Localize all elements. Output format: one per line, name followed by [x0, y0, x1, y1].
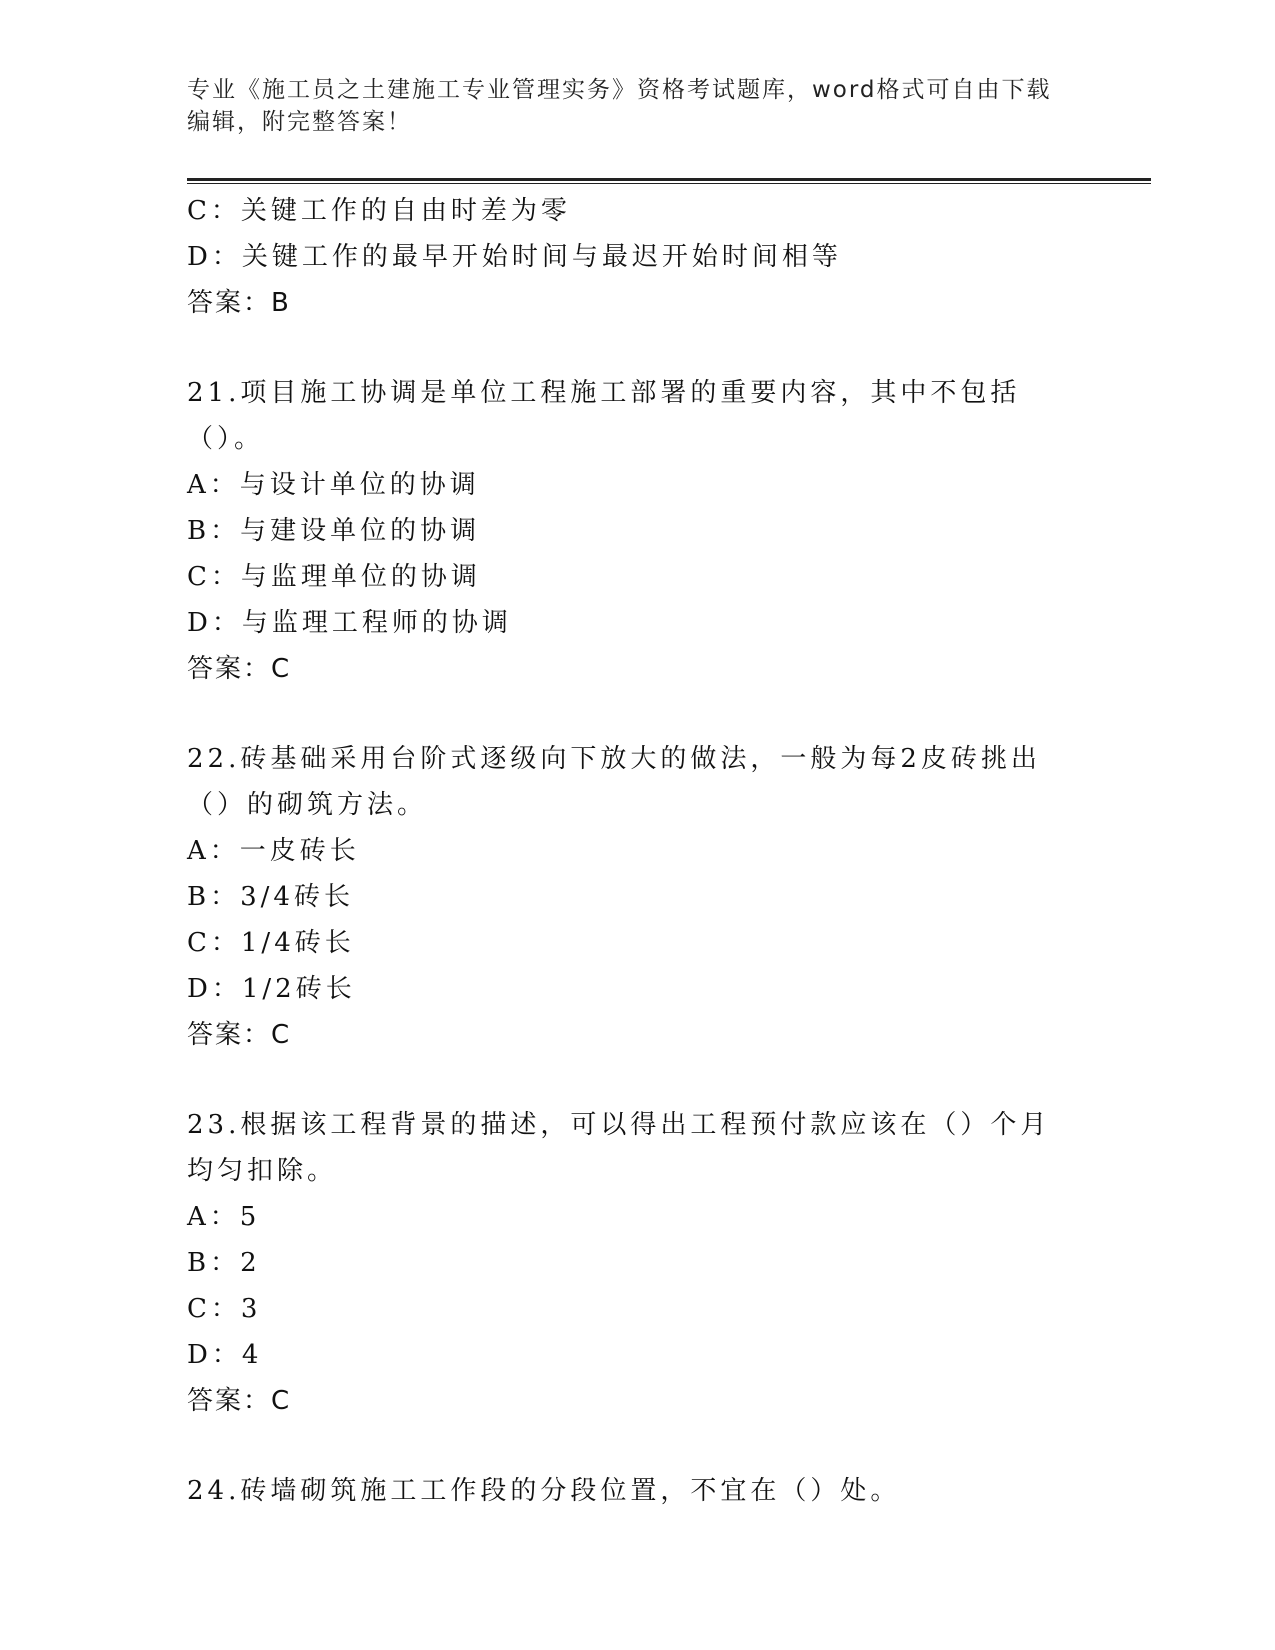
option-d: D：4: [187, 1340, 263, 1370]
question-stem: 22.砖基础采用台阶式逐级向下放大的做法，一般为每2皮砖挑出（）的砌筑方法。: [187, 744, 1041, 820]
question-content: [187, 188, 1087, 1514]
question-24-block: [187, 1468, 1087, 1514]
question-stem: 21.项目施工协调是单位工程施工部署的重要内容，其中不包括（）。: [187, 378, 1021, 454]
option-d: D：与监理工程师的协调: [187, 608, 512, 638]
answer-line: 答案：C: [187, 1020, 292, 1050]
option-c: C：关键工作的自由时差为零: [187, 196, 571, 226]
answer-line: 答案：B: [187, 288, 291, 318]
question-21-block: [187, 370, 1087, 692]
question-23-block: [187, 1102, 1087, 1424]
option-b: B：与建设单位的协调: [187, 516, 481, 546]
option-c: C：3: [187, 1294, 262, 1324]
question-stem: 24.砖墙砌筑施工工作段的分段位置，不宜在（）处。: [187, 1476, 901, 1506]
prev-question-block: [187, 188, 1087, 326]
option-d: D：关键工作的最早开始时间与最迟开始时间相等: [187, 242, 842, 272]
option-c: C：与监理单位的协调: [187, 562, 481, 592]
option-a: A：与设计单位的协调: [187, 470, 480, 500]
option-c: C：1/4砖长: [187, 928, 355, 958]
option-d: D：1/2砖长: [187, 974, 356, 1004]
header-rule-thick: [187, 178, 1151, 181]
option-b: B：2: [187, 1248, 261, 1278]
question-stem: 23.根据该工程背景的描述，可以得出工程预付款应该在（）个月均匀扣除。: [187, 1110, 1051, 1186]
option-b: B：3/4砖长: [187, 882, 354, 912]
option-a: A：一皮砖长: [187, 836, 360, 866]
option-a: A：5: [187, 1202, 261, 1232]
question-22-block: [187, 736, 1087, 1058]
answer-line: 答案：C: [187, 1386, 292, 1416]
answer-line: 答案：C: [187, 654, 292, 684]
page-header: 专业《施工员之土建施工专业管理实务》资格考试题库，word格式可自由下载编辑，附完整答案！: [187, 77, 1052, 135]
header-rule-thin: [187, 183, 1151, 184]
